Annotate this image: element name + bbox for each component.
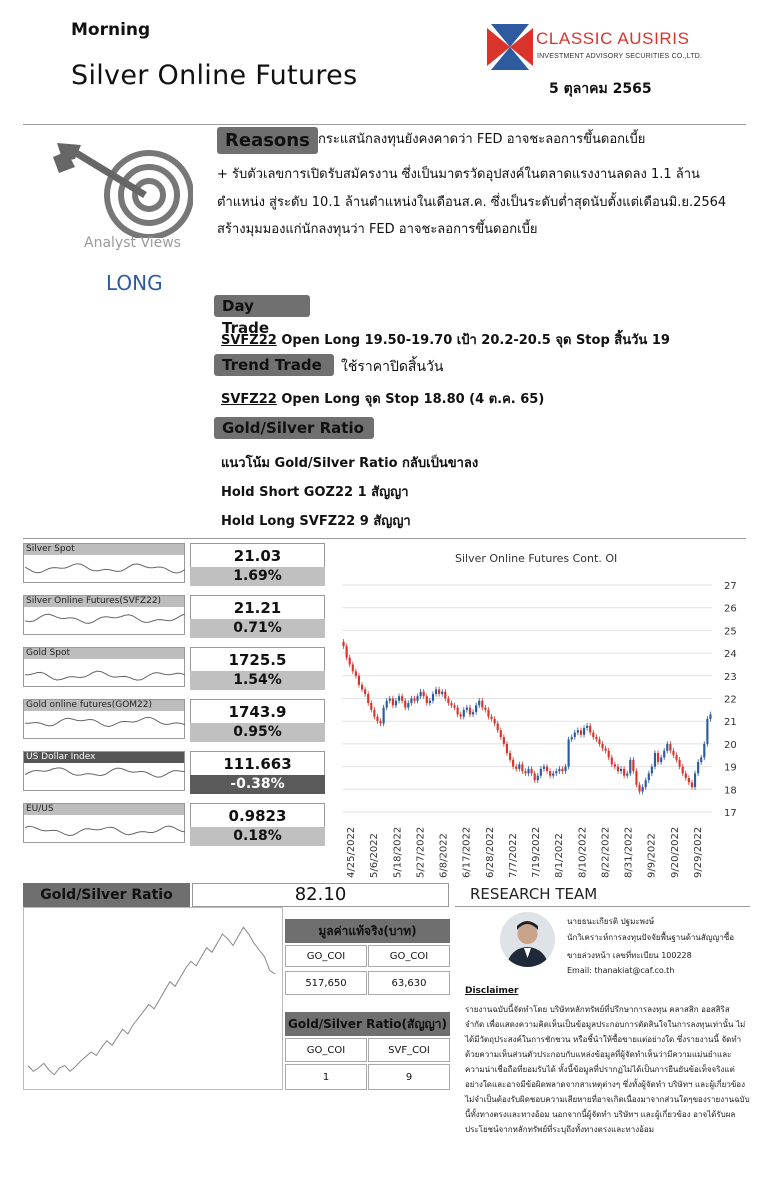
trend-trade-symbol: SVFZ22 (221, 392, 277, 407)
reason-line: กระแสนักลงทุนยังคงคาดว่า FED อาจชะลอการขึ้นดอกเบี้ย (318, 132, 646, 147)
candle-body (675, 755, 677, 760)
contracts-table-header: SVF_COI (368, 1038, 450, 1062)
candle-body (481, 701, 483, 708)
candle-body (586, 726, 588, 728)
market-value: 1725.5 (190, 647, 325, 671)
candle-body (426, 696, 428, 703)
trend-trade-detail: Open Long จุด Stop 18.80 (4 ต.ค. 65) (276, 392, 545, 407)
margin-table-title: มูลค่าแท้จริง(บาท) (285, 919, 450, 943)
market-change: 1.54% (190, 671, 325, 690)
x-tick-label: 5/18/2022 (392, 826, 404, 878)
x-tick-label: 7/7/2022 (507, 833, 519, 878)
y-tick-label: 22 (724, 694, 737, 706)
candle-body (438, 689, 440, 694)
candle-body (370, 703, 372, 710)
candle-body (484, 708, 486, 710)
x-tick-label: 8/10/2022 (577, 826, 589, 878)
candle-body (626, 773, 628, 775)
analyst-views-label: Analyst Views (84, 235, 181, 251)
ratio-value: 82.10 (192, 883, 449, 907)
candle-body (342, 642, 344, 647)
candle-body (512, 760, 514, 767)
ratio-line-chart (23, 907, 283, 1090)
candle-body (540, 769, 542, 776)
reason-line: สร้างมุมมองแก่นักลงทุนว่า FED อาจชะลอการขึ้นดอกเบี้ย (217, 222, 538, 237)
candle-body (423, 692, 425, 697)
candle-body (623, 769, 625, 776)
candle-body (605, 748, 607, 750)
analyst-email[interactable]: Email: thanakiat@caf.co.th (567, 966, 675, 975)
y-tick-label: 21 (724, 717, 737, 729)
candle-body (441, 692, 443, 694)
market-value: 0.9823 (190, 803, 325, 827)
gold-silver-line: แนวโน้ม Gold/Silver Ratio กลับเป็นขาลง (221, 456, 479, 471)
candle-body (355, 671, 357, 676)
candle-body (515, 767, 517, 769)
market-name: Silver Spot (24, 544, 184, 555)
candle-body (460, 714, 462, 716)
candle-body (453, 705, 455, 707)
gold-silver-tag: Gold/Silver Ratio (214, 417, 374, 439)
market-sparkline (23, 751, 185, 791)
market-change: 0.71% (190, 619, 325, 638)
candle-body (568, 739, 570, 766)
company-subtitle: INVESTMENT ADVISORY SECURITIES CO.,LTD. (537, 53, 703, 60)
candle-body (666, 744, 668, 751)
market-value: 21.03 (190, 543, 325, 567)
y-tick-label: 23 (724, 671, 737, 683)
candle-body (617, 767, 619, 772)
candle-body (691, 782, 693, 787)
candle-body (608, 751, 610, 758)
candle-body (534, 773, 536, 780)
candle-body (642, 787, 644, 792)
candle-body (537, 776, 539, 781)
candle-body (389, 699, 391, 701)
candle-body (506, 744, 508, 753)
candle-body (349, 658, 351, 665)
candle-body (601, 744, 603, 749)
candle-body (521, 764, 523, 771)
candle-body (645, 780, 647, 787)
reasons-tag: Reasons (217, 127, 318, 154)
trend-trade-note: ใช้ราคาปิดสิ้นวัน (341, 359, 444, 375)
candle-body (494, 719, 496, 724)
candle-body (379, 721, 381, 723)
candle-body (546, 767, 548, 772)
candle-body (651, 767, 653, 774)
candle-body (672, 751, 674, 756)
target-arrow-icon (53, 143, 193, 238)
day-trade-text (221, 329, 670, 350)
x-tick-label: 5/6/2022 (369, 833, 381, 878)
candle-body (447, 699, 449, 704)
candle-body (401, 696, 403, 701)
candle-body (657, 753, 659, 762)
candle-body (574, 733, 576, 738)
candle-body (395, 701, 397, 706)
market-sparkline (23, 595, 185, 635)
y-tick-label: 18 (724, 785, 737, 797)
candle-body (364, 689, 366, 694)
divider (23, 538, 746, 539)
candle-body (694, 773, 696, 787)
company-logo-icon (487, 24, 533, 70)
candle-body (531, 769, 533, 774)
x-tick-label: 9/9/2022 (646, 833, 658, 878)
market-sparkline (23, 543, 185, 583)
candle-body (346, 646, 348, 657)
candle-body (500, 730, 502, 737)
candle-body (660, 758, 662, 763)
candle-body (435, 689, 437, 694)
candle-body (571, 737, 573, 739)
candle-body (518, 764, 520, 769)
candle-body (416, 696, 418, 701)
market-change: 0.18% (190, 827, 325, 846)
candle-body (629, 760, 631, 774)
candle-body (386, 701, 388, 708)
session-label: Morning (71, 20, 151, 40)
candle-body (555, 771, 557, 773)
candle-body (404, 701, 406, 708)
margin-table-value: 517,650 (285, 971, 367, 995)
x-tick-label: 4/25/2022 (346, 826, 357, 878)
x-tick-label: 9/20/2022 (669, 826, 681, 878)
x-tick-label: 7/19/2022 (531, 826, 542, 878)
candle-body (469, 708, 471, 715)
candle-body (413, 699, 415, 701)
x-tick-label: 6/17/2022 (461, 826, 473, 878)
market-name: Gold Spot (24, 648, 184, 659)
candle-body (654, 753, 656, 767)
candle-body (648, 773, 650, 780)
market-name: Silver Online Futures(SVFZ22) (24, 596, 184, 607)
candle-body (669, 744, 671, 751)
y-tick-label: 24 (724, 649, 737, 661)
y-tick-label: 20 (724, 739, 737, 751)
x-tick-label: 5/27/2022 (415, 826, 427, 878)
market-change: 0.95% (190, 723, 325, 742)
y-tick-label: 17 (724, 808, 737, 819)
trend-trade-tag: Trend Trade (214, 354, 334, 376)
x-tick-label: 8/31/2022 (623, 826, 635, 878)
candle-body (444, 692, 446, 699)
x-tick-label: 6/28/2022 (484, 826, 496, 878)
candle-body (685, 773, 687, 778)
candle-body (663, 751, 665, 758)
candle-body (703, 744, 705, 758)
candle-body (509, 753, 511, 760)
research-team-title: RESEARCH TEAM (470, 885, 598, 903)
candle-body (611, 758, 613, 765)
analyst-role: นักวิเคราะห์การลงทุนปัจจัยพื้นฐานด้านสัญญาซื้อ (567, 933, 735, 942)
y-tick-label: 25 (724, 626, 737, 638)
day-trade-tag: Day Trade (214, 295, 310, 317)
candle-body (478, 701, 480, 706)
market-sparkline (23, 803, 185, 843)
x-tick-label: 9/29/2022 (692, 826, 704, 878)
ratio-label: Gold/Silver Ratio (23, 883, 190, 907)
gold-silver-line: Hold Short GOZ22 1 สัญญา (221, 485, 409, 500)
candle-body (598, 739, 600, 744)
candle-body (700, 758, 702, 763)
ratio-line (28, 927, 275, 1074)
candle-body (490, 717, 492, 719)
market-sparkline (23, 699, 185, 739)
candle-body (558, 769, 560, 771)
x-tick-label: 6/8/2022 (438, 833, 450, 878)
candle-body (383, 708, 385, 724)
y-tick-label: 26 (724, 603, 737, 615)
candle-body (373, 710, 375, 717)
candle-body (688, 778, 690, 783)
report-date: 5 ตุลาคม 2565 (549, 81, 652, 97)
candle-body (410, 699, 412, 704)
x-tick-label: 8/1/2022 (554, 833, 566, 878)
x-tick-label: 8/22/2022 (600, 826, 612, 878)
candle-body (589, 726, 591, 733)
candle-body (503, 737, 505, 744)
market-value: 1743.9 (190, 699, 325, 723)
market-sparkline (23, 647, 185, 687)
candle-body (543, 767, 545, 769)
contracts-table-value: 1 (285, 1064, 367, 1090)
candle-body (358, 676, 360, 685)
market-name: EU/US (24, 804, 184, 815)
candle-body (583, 728, 585, 735)
candle-body (635, 771, 637, 785)
divider (455, 906, 750, 907)
day-trade-detail: Open Long 19.50-19.70 เป้า 20.2-20.5 จุด Stop สิ้นวัน 19 (276, 333, 670, 348)
candle-body (580, 730, 582, 735)
candle-body (457, 708, 459, 715)
avatar (500, 912, 555, 967)
candle-body (475, 705, 477, 712)
candle-body (352, 664, 354, 671)
market-name: US Dollar Index (24, 752, 184, 763)
candle-body (682, 767, 684, 774)
candle-body (392, 699, 394, 706)
market-value: 111.663 (190, 751, 325, 775)
candle-body (552, 773, 554, 775)
candle-body (709, 714, 711, 719)
y-tick-label: 19 (724, 762, 737, 774)
candle-body (450, 703, 452, 705)
market-name: Gold online futures(GOM22) (24, 700, 184, 711)
candle-body (614, 764, 616, 766)
analyst-view: LONG (106, 271, 163, 295)
candle-body (638, 785, 640, 792)
y-tick-label: 27 (724, 581, 737, 592)
reason-line: + รับตัวเลขการเปิดรับสมัครงาน ซึ่งเป็นมาตรวัดอุปสงค์ในตลาดแรงงานลดลง 1.1 ล้าน (217, 167, 700, 182)
candle-body (367, 694, 369, 703)
contracts-table-header: GO_COI (285, 1038, 367, 1062)
candle-body (472, 712, 474, 714)
candle-body (549, 771, 551, 776)
contracts-table-value: 9 (368, 1064, 450, 1090)
company-name: CLASSIC AUSIRIS (536, 29, 690, 48)
candle-body (561, 769, 563, 771)
candle-body (697, 762, 699, 773)
disclaimer-title: Disclaimer (465, 986, 519, 996)
chart-title: Silver Online Futures Cont. OI (455, 552, 618, 565)
candle-body (487, 710, 489, 717)
analyst-license: ขายล่วงหน้า เลขที่ทะเบียน 100228 (567, 951, 692, 960)
day-trade-symbol: SVFZ22 (221, 333, 277, 348)
margin-table-value: 63,630 (368, 971, 450, 995)
candle-body (432, 694, 434, 701)
candle-body (679, 760, 681, 767)
candle-body (592, 733, 594, 738)
reason-line: ตำแหน่ง สู่ระดับ 10.1 ล้านตำแหน่งในเดือนส.ค. ซึ่งเป็นระดับต่ำสุดนับตั้งแต่เดือนมิ.ย.2564 (217, 195, 727, 210)
candle-body (361, 685, 363, 690)
candle-body (527, 769, 529, 774)
candle-body (463, 710, 465, 717)
margin-table-header: GO_COI (285, 945, 367, 967)
market-change: -0.38% (190, 775, 325, 794)
market-change: 1.69% (190, 567, 325, 586)
candle-body (466, 708, 468, 710)
candle-body (706, 719, 708, 744)
candle-body (429, 701, 431, 703)
candlestick-chart (330, 570, 750, 880)
candle-body (420, 692, 422, 697)
disclaimer-text: รายงานฉบับนี้จัดทำโดย บริษัทหลักทรัพย์ที่ปรึกษาการลงทุน คลาสสิก ออสสิริส จำกัด เพื่อแสดงความคิดเห็นเป็นข้อมูลประกอบการตัดสินใจในการลงทุนเท่านั้น ไม่ได้มีวัตถุประสงค์ในการชักชวน หรือชี้นำให้ซื้อขายแต่อย่างใด ซึ่งรายงานนี้ จัดทำด้วยความเห็นส่วนตัวประกอบกับแหล่งข้อมูลที่ผู้จัดทำเห็นว่ามีความแม่นยำและความน่าเชื่อถือที่ยอมรับได้ ทั้งนี้ข้อมูลที่ปรากฏไม่ได้เป็นการยืนยันข้อเท็จจริงแต่อย่างใดและอาจมีข้อผิดพลาดจากสาเหตุต่างๆ ซึ่งทั้งผู้จัดทำ บริษัทฯ และผู้เกี่ยวข้องไม่จำเป็นต้องรับผิดชอบความเสียหายที่อาจเกิดเนื่องมาจากส่วนใดๆของรายงานฉบับนี้ทั้งทางตรงและทางอ้อม นอกจากนี้ผู้จัดทำ บริษัทฯ และผู้เกี่ยวข้อง อาจได้รับผลประโยชน์จากหลักทรัพย์ที่ระบุถึงทั้งทางตรงและทางอ้อม (465, 1005, 750, 1134)
candle-body (407, 703, 409, 708)
candle-body (577, 730, 579, 732)
candle-body (632, 760, 634, 771)
candle-body (376, 717, 378, 722)
divider (23, 124, 746, 125)
candle-body (595, 737, 597, 739)
analyst-name: นายธนะเกียรติ ปฐมะพงษ์ (567, 917, 655, 926)
margin-table-header: GO_COI (368, 945, 450, 967)
candle-body (497, 723, 499, 730)
candle-body (398, 696, 400, 701)
candle-body (524, 771, 526, 773)
trend-trade-text (221, 388, 544, 409)
gold-silver-line: Hold Long SVFZ22 9 สัญญา (221, 514, 411, 529)
contracts-table-title: Gold/Silver Ratio(สัญญา) (285, 1012, 450, 1036)
candle-body (620, 769, 622, 771)
candle-body (564, 767, 566, 772)
page-title: Silver Online Futures (71, 60, 358, 91)
market-value: 21.21 (190, 595, 325, 619)
